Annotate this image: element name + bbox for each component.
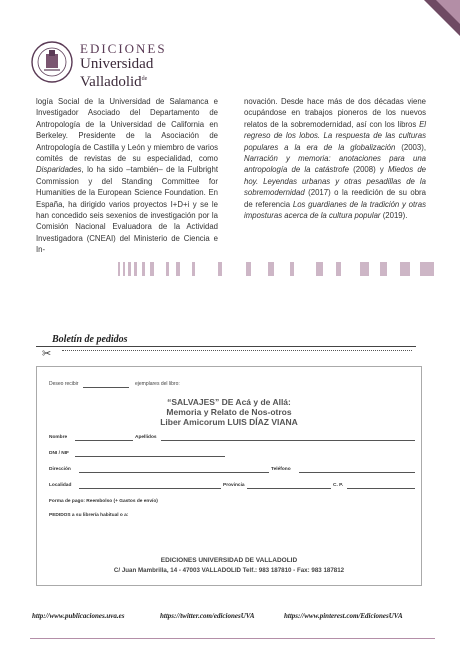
website-link[interactable]: http://www.publicaciones.uva.es [32,612,125,620]
bio-right-text-3: (2008) y [348,165,388,175]
bio-right-book-1: El regreso de los lobos. La respuesta de las culturas populares a la era de la globalización [244,119,426,152]
payment-method-label: Forma de pago: Reembolso (+ Gastos de envío) [49,499,158,504]
deseo-label: Deseo recibir [49,381,79,387]
bio-right-text-1: novación. Desde hace más de dos décadas viene ocupándose en trabajos pioneros de los nuevos relatos de la sobremodernidad, así con los libros [244,97,426,129]
bio-right-text-5: (2019). [380,211,408,221]
publisher-address: C/ Juan Mambrilla, 14 - 47003 VALLADOLID Telf.: 983 187810 - Fax: 983 187812 [113,567,345,574]
order-form [36,366,422,586]
decorative-bar-strip [118,262,436,276]
cp-field[interactable] [347,488,415,489]
bio-left-italic: Disparidades [36,165,82,175]
bio-right-book-4: Los guardianes de la tradición y otras imposturas acerca de la cultura popular [244,199,426,221]
telefono-field[interactable] [299,472,415,473]
twitter-link[interactable]: https://twitter.com/edicionesUVA [160,612,255,620]
bio-column-left [36,96,218,256]
localidad-field[interactable] [79,488,221,489]
brand-line-3-text: Valladolid [80,74,142,90]
dotted-cut-guide [62,350,412,351]
cp-label: C. P. [333,483,344,488]
bio-left-text-2: , lo ha sido –también– de la Fulbright Commission y del Standing Committee for Humanities de la European Science Foundation. En España, ha dirigido varios proyectos I+D+i y se le han concedido seis sexenios de investigación por la Comisión Nacional Evaluadora de la Actividad Investigadora (CNEAI) del Ministerio de Ciencia e In- [36,165,218,255]
brand-line-2: Universidad [80,56,154,72]
nombre-field[interactable] [75,440,133,441]
dni-field[interactable] [75,456,225,457]
order-form-title: Boletín de pedidos [52,334,128,345]
book-title-3: Liber Amicorum LUIS DÍAZ VIANA [160,417,298,427]
apellidos-label: Apellidos [135,435,157,440]
brand-line-3 [80,72,167,90]
bio-left-text-1: logía Social de la Universidad de Salamanca e Investigador Asociado del Departamento de Antropología de la Universidad de California en Berkeley. Presidente de la Asociación de Antropología de Castilla y León y miembro de varios comités de revistas de su especialidad, como [36,97,218,164]
telefono-label: Teléfono [271,467,291,472]
corner-decoration-light [436,0,460,24]
pedidos-label: PEDIDOS a su librería habitual o a: [49,513,129,518]
brand-name [80,42,167,90]
quantity-field[interactable] [83,387,129,388]
bio-right-text-2: (2003), [395,142,426,152]
scissors-icon: ✂ [42,348,52,360]
nombre-label: Nombre [49,435,68,440]
ejemplares-label: ejemplares del libro: [135,381,180,387]
pinterest-link[interactable]: https://www.pinterest.com/EdicionesUVA [284,612,403,620]
book-title-1: “SALVAJES” DE Acá y de Allá: [167,397,291,407]
direccion-field[interactable] [79,472,269,473]
bio-right-book-3: Miedos de hoy. Leyendas urbanas y otras pesadillas de la sobremodernidad [244,165,426,198]
university-seal-icon [30,40,74,84]
publisher-logo [30,40,200,88]
direccion-label: Dirección [49,467,71,472]
bio-right-text-4: (2017) o la reedición de su obra de referencia [244,188,426,209]
apellidos-field[interactable] [161,440,415,441]
publisher-name: EDICIONES UNIVERSIDAD DE VALLADOLID [160,557,298,564]
book-title-2: Memoria y Relato de Nos-otros [166,407,292,417]
bio-right-book-2: Narración y memoria: anotaciones para una antropología de la catástrofe [244,154,426,175]
footer-divider [30,638,435,639]
provincia-field[interactable] [247,488,331,489]
localidad-label: Localidad [49,483,72,488]
brand-line-1: EDICIONES [80,41,167,56]
brand-line-3-prefix: de [141,76,148,82]
dni-label: DNI / NIF [49,451,69,456]
cut-line [36,346,416,363]
bio-column-right [244,96,426,221]
provincia-label: Provincia [223,483,245,488]
